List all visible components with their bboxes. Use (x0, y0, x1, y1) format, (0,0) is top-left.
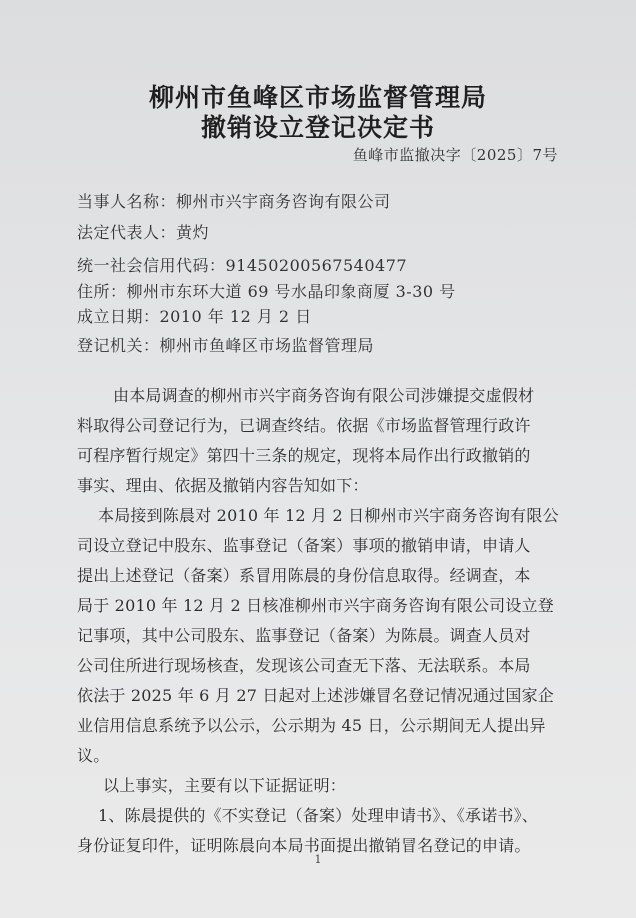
paragraph-line: 由本局调查的柳州市兴宇商务咨询有限公司涉嫌提交虚假材 (113, 386, 535, 405)
paragraph-line: 料取得公司登记行为，已调查终结。依据《市场监督管理行政许 (77, 416, 531, 435)
paragraph-line: 可程序暂行规定》第四十三条的规定，现将本局作出行政撤销的 (77, 446, 531, 465)
field-registration-authority: 登记机关：柳州市鱼峰区市场监督管理局 (77, 336, 375, 355)
paragraph-line: 本局接到陈晨对 2010 年 12 月 2 日柳州市兴宇商务咨询有限公 (98, 506, 559, 525)
document-number: 鱼峰市监撤决字〔2025〕7号 (352, 146, 558, 164)
field-party-name: 当事人名称：柳州市兴宇商务咨询有限公司 (77, 192, 391, 211)
paragraph-line: 身份证复印件，证明陈晨向本局书面提出撤销冒名登记的申请。 (77, 836, 531, 855)
field-establish-date: 成立日期：2010 年 12 月 2 日 (77, 307, 312, 326)
field-credit-code: 统一社会信用代码：9145020056754047​7 (77, 256, 408, 275)
page-number: 1 (314, 853, 322, 866)
paragraph-line: 事实、理由、依据及撤销内容告知如下： (77, 476, 369, 495)
paragraph-line: 提出上述登记（备案）系冒用陈晨的身份信息取得。经调查，本 (77, 566, 531, 585)
field-address: 住所：柳州市东环大道 69 号水晶印象商厦 3-30 号 (77, 282, 456, 301)
paragraph-line: 以上事实，主要有以下证据证明： (103, 776, 347, 795)
paragraph-line: 公司住所进行现场核查，发现该公司查无下落、无法联系。本局 (77, 656, 531, 675)
paragraph-line: 业信用信息系统予以公示，公示期为 45 日，公示期间无人提出异 (77, 716, 546, 735)
paragraph-line: 依法于 2025 年 6 月 27 日起对上述涉嫌冒名登记情况通过国家企 (77, 686, 554, 705)
paragraph-line: 记事项，其中公司股东、监事登记（备案）为陈晨。调查人员对 (77, 626, 531, 645)
document-title-line2: 撤销设立登记决定书 (200, 113, 435, 142)
paragraph-line: 议。 (77, 746, 110, 765)
document-title-line1: 柳州市鱼峰区市场监督管理局 (148, 83, 487, 112)
paragraph-line: 局于 2010 年 12 月 2 日核准柳州市兴宇商务咨询有限公司设立登 (77, 596, 554, 615)
paragraph-line: 1、陈晨提供的《不实登记（备案）处理申请书》、《承诺书》、 (98, 806, 538, 825)
field-legal-representative: 法定代表人：黄灼 (77, 223, 210, 242)
paragraph-line: 司设立登记中股东、监事登记（备案）事项的撤销申请，申请人 (77, 536, 531, 555)
